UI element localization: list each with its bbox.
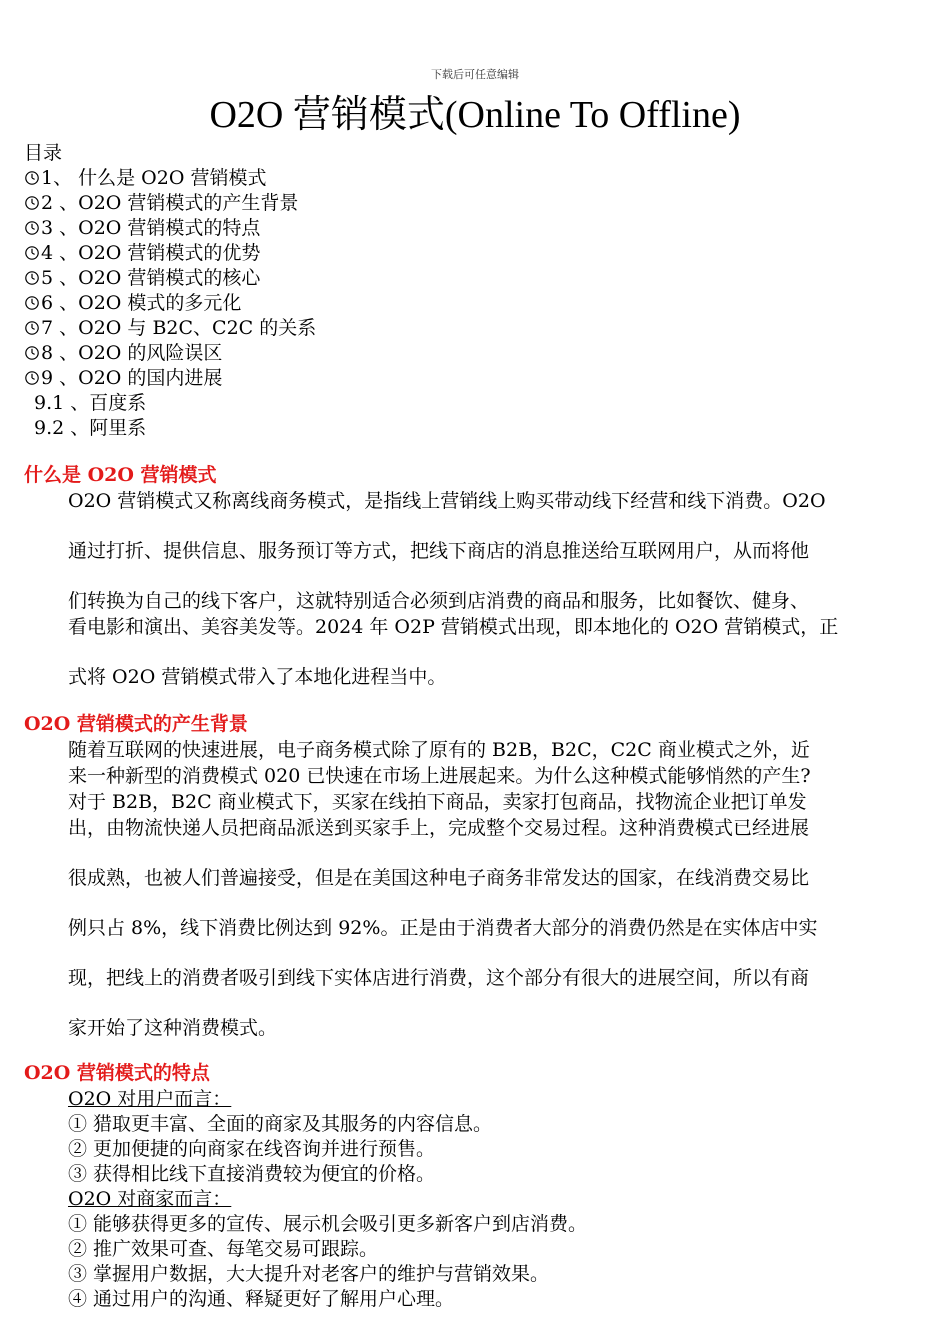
paragraph-line: 随着互联网的快速进展，电子商务模式除了原有的 B2B，B2C，C2C 商业模式之外，近 bbox=[68, 739, 810, 761]
paragraph-line: 例只占 8%，线下消费比例达到 92%。正是由于消费者大部分的消费仍然是在实体店中实 bbox=[68, 917, 818, 939]
clock-icon bbox=[24, 243, 40, 259]
toc-item-label: 2 、O2O 营销模式的产生背景 bbox=[41, 192, 299, 214]
paragraph-line: 出，由物流快递人员把商品派送到买家手上，完成整个交易过程。这种消费模式已经进展 bbox=[68, 817, 810, 839]
toc-subitem[interactable]: 9.2 、阿里系 bbox=[34, 417, 147, 439]
section-paragraph bbox=[24, 737, 944, 1041]
user-subheading: O2O 对用户而言： bbox=[68, 1088, 232, 1110]
clock-icon bbox=[24, 268, 40, 284]
list-item: ① 能够获得更多的宣传、展示机会吸引更多新客户到店消费。 bbox=[68, 1213, 588, 1235]
toc-item-label: 1、 什么是 O2O 营销模式 bbox=[41, 167, 267, 189]
toc-list bbox=[24, 166, 316, 391]
toc-item[interactable] bbox=[24, 166, 316, 191]
section-heading: O2O 营销模式的产生背景 bbox=[24, 713, 248, 735]
section-heading: O2O 营销模式的特点 bbox=[24, 1062, 210, 1084]
paragraph-line: 通过打折、提供信息、服务预订等方式，把线下商店的消息推送给互联网用户，从而将他 bbox=[68, 540, 810, 562]
document-title: O2O 营销模式(Online To Offline) bbox=[209, 94, 741, 136]
toc-item[interactable] bbox=[24, 191, 316, 216]
list-item: ③ 获得相比线下直接消费较为便宜的价格。 bbox=[68, 1163, 436, 1185]
paragraph-line: 式将 O2O 营销模式带入了本地化进程当中。 bbox=[68, 666, 447, 688]
clock-icon bbox=[24, 218, 40, 234]
list-item: ④ 通过用户的沟通、释疑更好了解用户心理。 bbox=[68, 1288, 455, 1310]
feature-list bbox=[68, 1087, 587, 1312]
toc-item-label: 9 、O2O 的国内进展 bbox=[41, 367, 223, 389]
paragraph-line: 们转换为自己的线下客户，这就特别适合必须到店消费的商品和服务，比如餐饮、健身、 bbox=[68, 590, 810, 612]
paragraph-line: 对于 B2B，B2C 商业模式下，买家在线拍下商品，卖家打包商品，找物流企业把订单发 bbox=[68, 791, 807, 813]
toc-subitem[interactable]: 9.1 、百度系 bbox=[34, 392, 147, 414]
list-item: ② 更加便捷的向商家在线咨询并进行预售。 bbox=[68, 1138, 436, 1160]
toc-item[interactable] bbox=[24, 216, 316, 241]
paragraph-line: 家开始了这种消费模式。 bbox=[68, 1017, 278, 1039]
clock-icon bbox=[24, 168, 40, 184]
toc-item[interactable] bbox=[24, 291, 316, 316]
clock-icon bbox=[24, 318, 40, 334]
section-heading: 什么是 O2O 营销模式 bbox=[24, 464, 217, 486]
toc-item-label: 4 、O2O 营销模式的优势 bbox=[41, 242, 261, 264]
paragraph-line: 看电影和演出、美容美发等。2024 年 O2P 营销模式出现，即本地化的 O2O 营销模式，正 bbox=[68, 616, 839, 638]
toc-item[interactable] bbox=[24, 316, 316, 341]
clock-icon bbox=[24, 368, 40, 384]
list-item: ① 猎取更丰富、全面的商家及其服务的内容信息。 bbox=[68, 1113, 493, 1135]
toc-item-label: 5 、O2O 营销模式的核心 bbox=[41, 267, 261, 289]
list-item: ② 推广效果可查、每笔交易可跟踪。 bbox=[68, 1238, 379, 1260]
paragraph-line: 很成熟，也被人们普遍接受，但是在美国这种电子商务非常发达的国家，在线消费交易比 bbox=[68, 867, 810, 889]
toc-item-label: 7 、O2O 与 B2C、C2C 的关系 bbox=[41, 317, 317, 339]
toc-item-label: 8 、O2O 的风险误区 bbox=[41, 342, 223, 364]
toc-item-label: 6 、O2O 模式的多元化 bbox=[41, 292, 242, 314]
toc-item-label: 3 、O2O 营销模式的特点 bbox=[41, 217, 261, 239]
paragraph-line: O2O 营销模式又称离线商务模式，是指线上营销线上购买带动线下经营和线下消费。O2O bbox=[68, 490, 826, 512]
merchant-subheading: O2O 对商家而言： bbox=[68, 1188, 232, 1210]
table-of-contents bbox=[24, 141, 316, 441]
toc-item[interactable] bbox=[24, 366, 316, 391]
header-note: 下载后可任意编辑 bbox=[431, 68, 519, 81]
toc-item[interactable] bbox=[24, 266, 316, 291]
toc-heading: 目录 bbox=[24, 142, 63, 164]
clock-icon bbox=[24, 293, 40, 309]
toc-item[interactable] bbox=[24, 341, 316, 366]
paragraph-line: 来一种新型的消费模式 020 已快速在市场上进展起来。为什么这种模式能够悄然的产生? bbox=[68, 765, 811, 787]
toc-item[interactable] bbox=[24, 241, 316, 266]
paragraph-line: 现，把线上的消费者吸引到线下实体店进行消费，这个部分有很大的进展空间，所以有商 bbox=[68, 967, 810, 989]
clock-icon bbox=[24, 193, 40, 209]
section-paragraph bbox=[24, 488, 944, 690]
clock-icon bbox=[24, 343, 40, 359]
list-item: ③ 掌握用户数据，大大提升对老客户的维护与营销效果。 bbox=[68, 1263, 550, 1285]
